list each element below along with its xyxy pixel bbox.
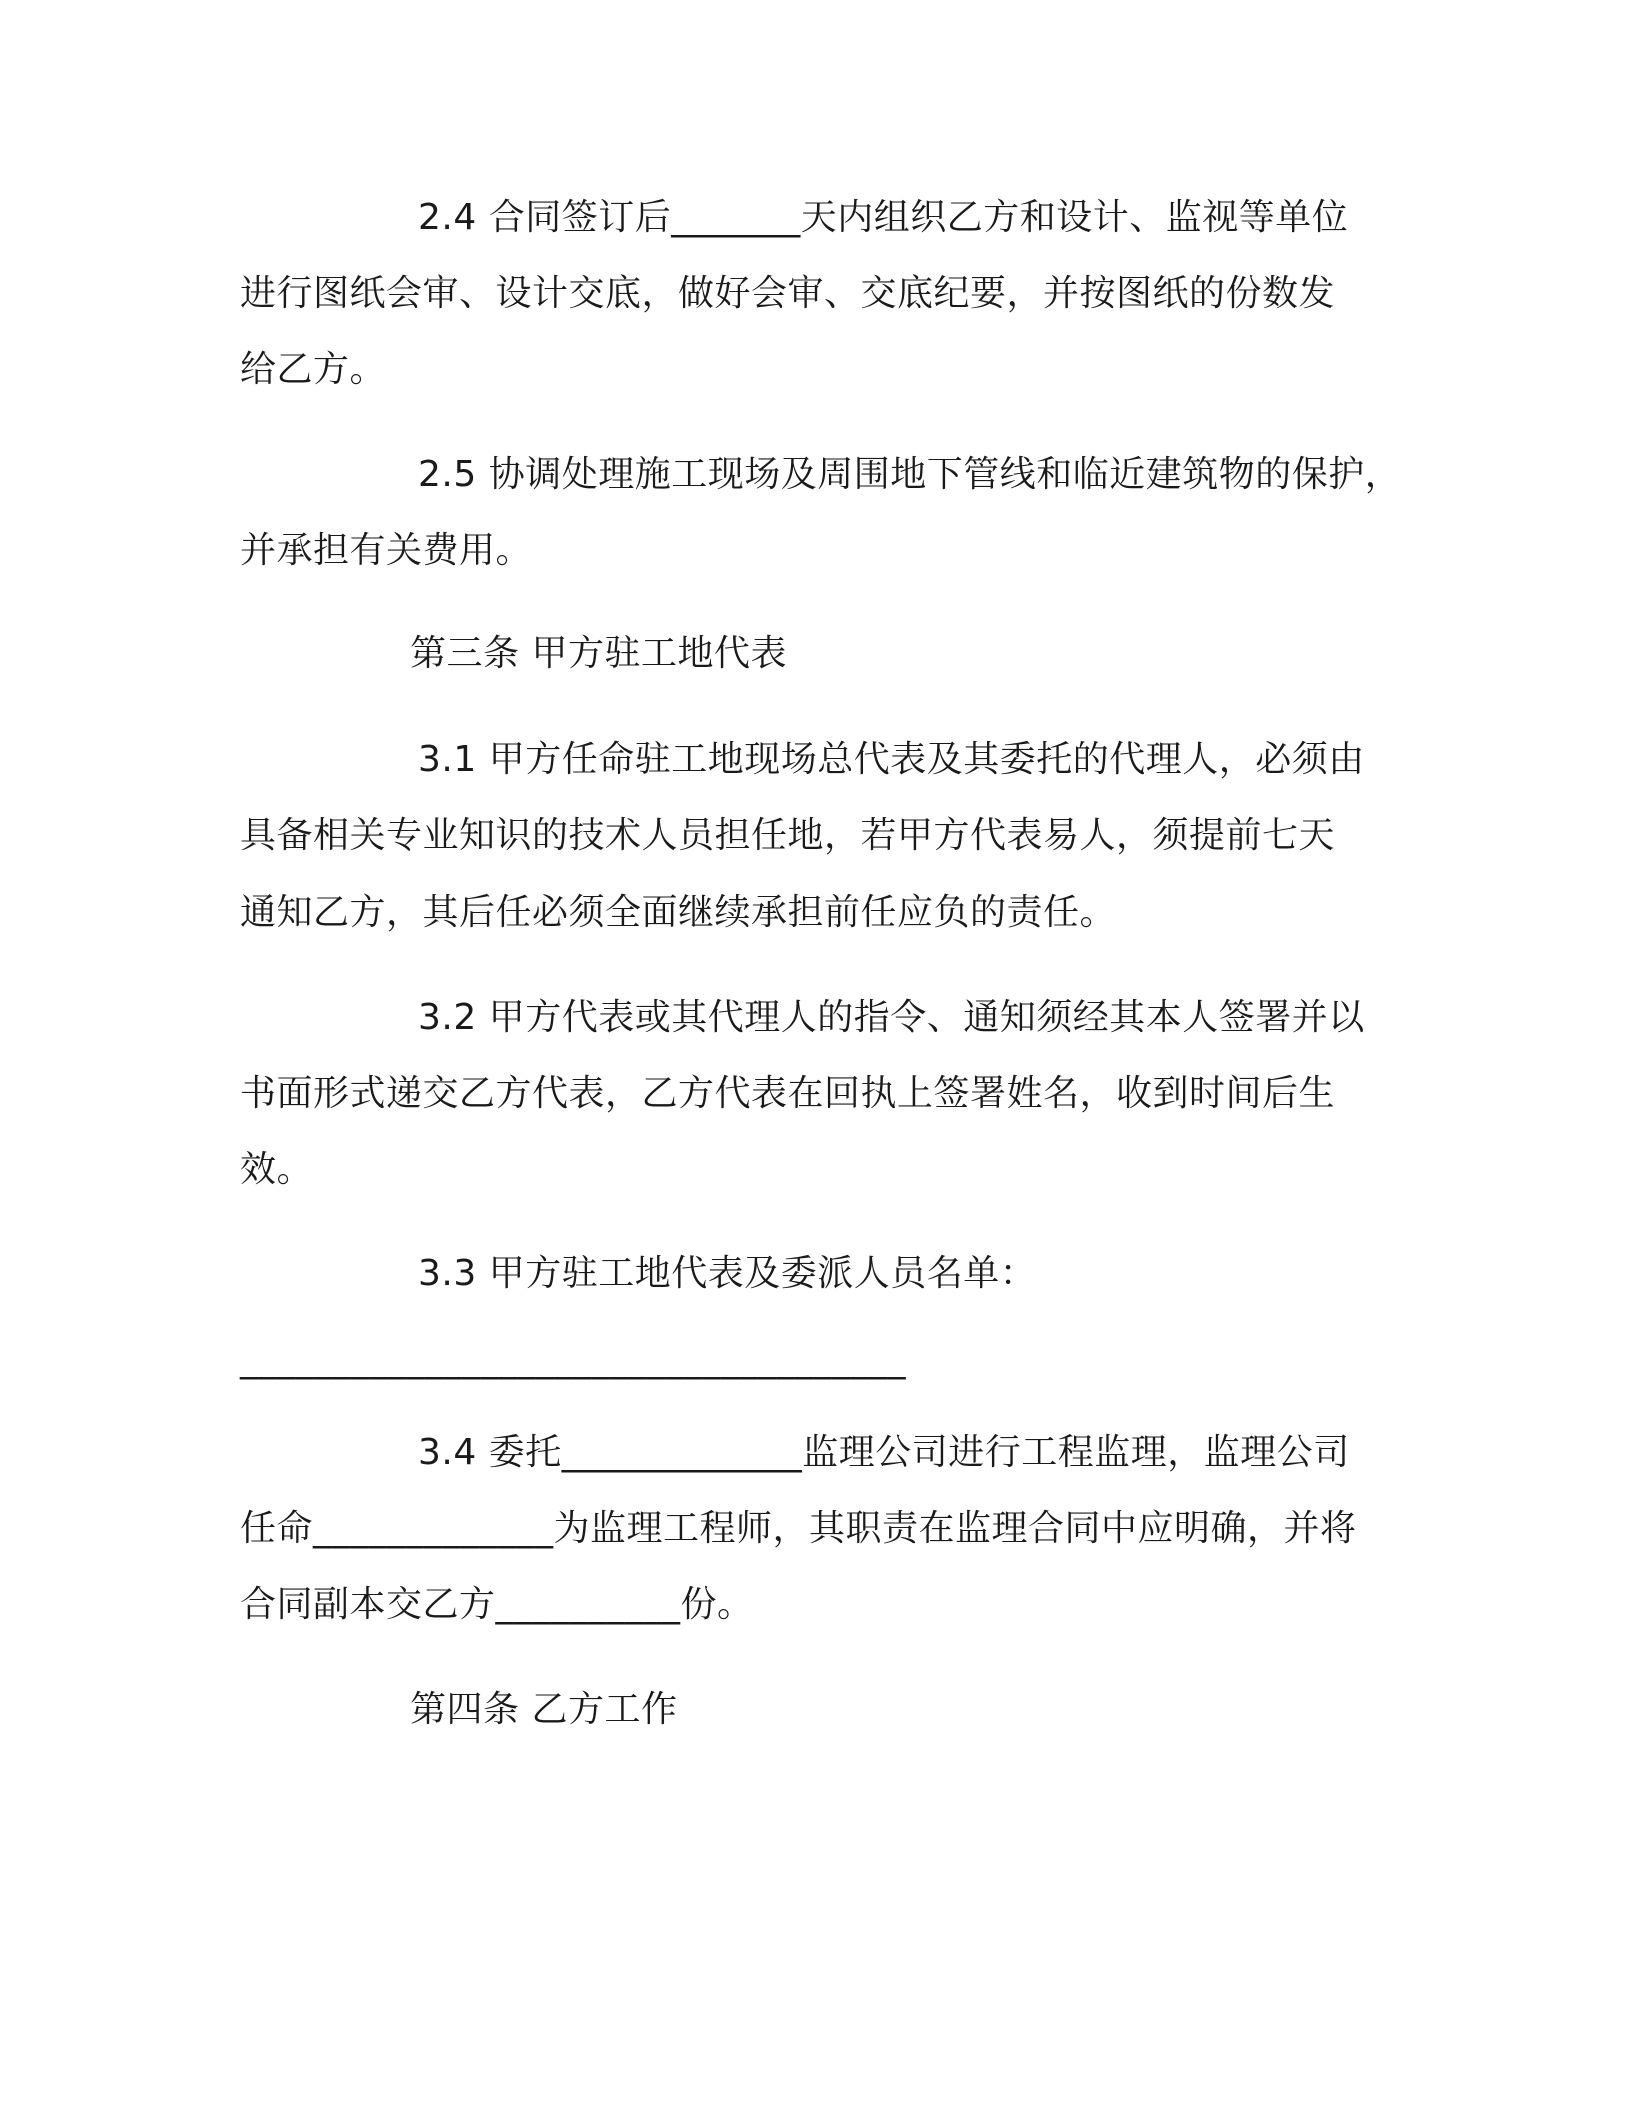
clause-2-4-line-2: 进行图纸会审、设计交底，做好会审、交底纪要，并按图纸的份数发 <box>240 273 1336 314</box>
article-4-heading: 第四条 乙方工作 <box>410 1689 678 1730</box>
clause-3-4-line-1: 3.4 委托_____________监理公司进行工程监理，监理公司 <box>418 1432 1350 1473</box>
clause-3-2-line-3: 效。 <box>240 1149 314 1190</box>
clause-3-1-line-3: 通知乙方，其后任必须全面继续承担前任应负的责任。 <box>240 892 1117 933</box>
article-3-heading: 第三条 甲方驻工地代表 <box>410 633 787 674</box>
clause-3-4-line-2: 任命_____________为监理工程师，其职责在监理合同中应明确，并将 <box>240 1508 1357 1549</box>
clause-3-4-line-3: 合同副本交乙方__________份。 <box>240 1584 754 1625</box>
clause-2-5-line-2: 并承担有关费用。 <box>240 530 533 571</box>
clause-3-3-line-1: 3.3 甲方驻工地代表及委派人员名单： <box>418 1253 1037 1294</box>
clause-3-3-blank-line: ____________________________________ <box>240 1339 906 1380</box>
clause-2-4-line-3: 给乙方。 <box>240 349 387 390</box>
clause-3-1-line-1: 3.1 甲方任命驻工地现场总代表及其委托的代理人，必须由 <box>418 739 1365 780</box>
clause-2-5-line-1: 2.5 协调处理施工现场及周围地下管线和临近建筑物的保护， <box>418 454 1402 495</box>
clause-3-2-line-2: 书面形式递交乙方代表，乙方代表在回执上签署姓名，收到时间后生 <box>240 1073 1336 1114</box>
clause-3-2-line-1: 3.2 甲方代表或其代理人的指令、通知须经其本人签署并以 <box>418 997 1365 1038</box>
clause-3-1-line-2: 具备相关专业知识的技术人员担任地，若甲方代表易人，须提前七天 <box>240 815 1336 856</box>
clause-2-4-line-1: 2.4 合同签订后_______天内组织乙方和设计、监视等单位 <box>418 197 1349 238</box>
